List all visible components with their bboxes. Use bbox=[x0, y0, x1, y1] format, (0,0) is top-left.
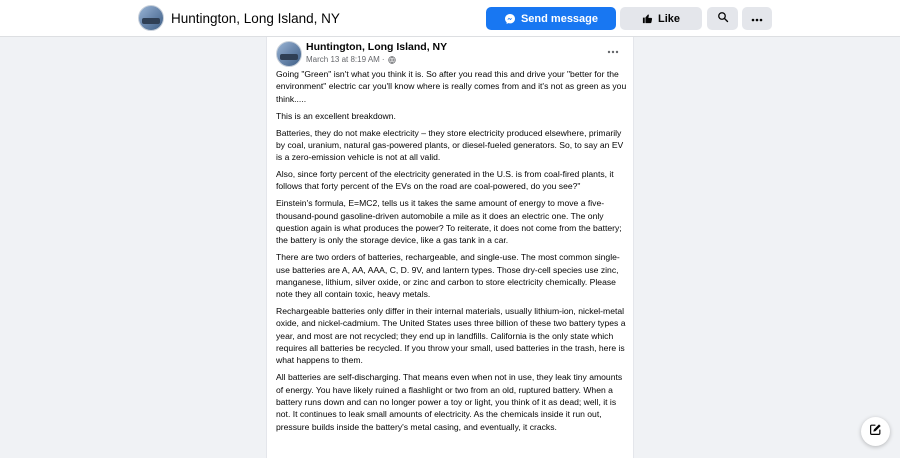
post-meta bbox=[306, 55, 396, 64]
post-timestamp[interactable]: March 13 at 8:19 AM bbox=[306, 55, 380, 64]
send-message-label: Send message bbox=[520, 12, 599, 25]
compose-message-button[interactable] bbox=[861, 417, 890, 446]
send-message-button[interactable] bbox=[486, 7, 616, 30]
post-paragraph: This is an excellent breakdown. bbox=[276, 110, 396, 121]
like-button[interactable] bbox=[620, 7, 702, 30]
post-paragraph: Also, since forty percent of the electricity generated in the U.S. is from coal-fired plants, it follows that forty percent of the EVs on the road are coal-powered, do you see?" bbox=[276, 169, 614, 192]
more-horizontal-icon bbox=[607, 43, 619, 57]
more-horizontal-icon bbox=[751, 13, 763, 25]
meta-separator: · bbox=[381, 55, 385, 64]
more-options-button[interactable] bbox=[742, 7, 772, 30]
post-paragraph: Einstein's formula, E=MC2, tells us it takes the same amount of energy to move a five-thousand-pound gasoline-driven automobile a mile as it does an electric one. The only question again is what produces the power? To reiterate, it does not come from the battery; the battery is only the storage device, like a gas tank in a car. bbox=[276, 198, 622, 246]
post-options-button[interactable] bbox=[607, 43, 619, 57]
messenger-icon bbox=[504, 13, 516, 25]
page-avatar[interactable] bbox=[138, 5, 164, 31]
globe-icon bbox=[388, 56, 396, 64]
like-label: Like bbox=[657, 12, 680, 25]
compose-icon bbox=[869, 423, 882, 441]
post-paragraph: Batteries, they do not make electricity – they store electricity produced elsewhere, primarily by coal, uranium, natural gas-powered plants, or diesel-fueled generators. So, to say an EV is a zero-emission vehicle is not at all valid. bbox=[276, 127, 624, 163]
post-paragraph: Rechargeable batteries only differ in their internal materials, usually lithium-ion, nickel-metal oxide, and nickel-cadmium. The United States uses three billion of these two battery types a year, and most are not recycled; they end up in landfills. California is the only state which requires all batteries be recycled. If you throw your small, used batteries in the trash, here is what happens to them. bbox=[276, 306, 626, 366]
post-paragraph: There are two orders of batteries, rechargeable, and single-use. The most common single-use batteries are A, AA, AAA, C, D. 9V, and lantern types. Those dry-cell species use zinc, manganese, lithium, silver oxide, or zinc and carbon to store electricity chemically. Please note they all contain toxic, heavy metals. bbox=[276, 252, 620, 300]
page-header bbox=[0, 0, 900, 37]
post-card bbox=[266, 37, 634, 458]
post-author-name[interactable]: Huntington, Long Island, NY bbox=[306, 41, 448, 53]
post-author-avatar[interactable] bbox=[276, 41, 302, 67]
page-name[interactable]: Huntington, Long Island, NY bbox=[171, 11, 340, 26]
thumbs-up-icon bbox=[642, 13, 653, 24]
post-paragraph: All batteries are self-discharging. That means even when not in use, they leak tiny amounts of energy. You have likely ruined a flashlight or two from an old, ruptured battery. When a battery runs down and can no longer power a toy or light, you think of it as dead; well, it is not. It continues to leak small amounts of electricity. As the chemicals inside it run out, pressure builds inside the battery's metal casing, and eventually, it cracks. bbox=[276, 372, 623, 432]
search-button[interactable] bbox=[707, 7, 738, 30]
search-icon bbox=[717, 11, 729, 26]
post-body bbox=[276, 68, 628, 438]
post-paragraph: Going "Green" isn't what you think it is. So after you read this and drive your "better for the environment" electric car you'll know where is really comes from and it's not as green as you think..... bbox=[276, 69, 627, 104]
